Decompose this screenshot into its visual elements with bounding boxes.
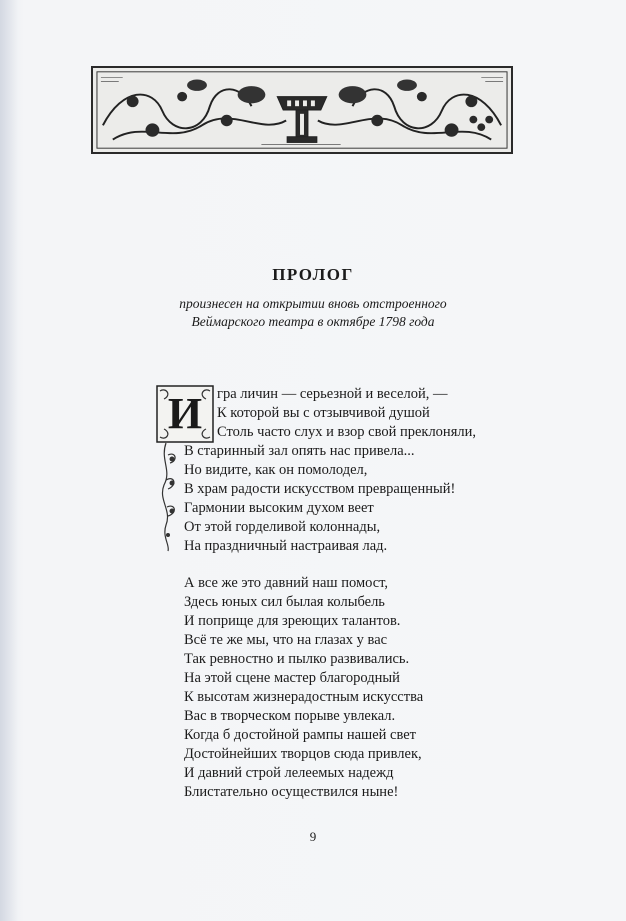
verse-line: И поприще для зреющих талантов. xyxy=(184,613,401,629)
page-number: 9 xyxy=(309,829,317,844)
headpiece-engraving xyxy=(93,68,511,152)
verse-line: Гармонии высоким духом веет xyxy=(184,500,374,516)
verse-line: гра личин — серьезной и веселой, — xyxy=(217,386,448,402)
verse-line: К которой вы с отзывчивой душой xyxy=(217,405,430,421)
ornamental-headpiece xyxy=(91,66,513,154)
verse-line: Здесь юных сил былая колыбель xyxy=(184,594,385,610)
verse-line: Когда б достойной рампы нашей свет xyxy=(184,727,416,743)
poem-subtitle-line-1: произнесен на открытии вновь отстроенного xyxy=(179,296,447,311)
poem-subtitle-line-2: Веймарского театра в октябре 1798 года xyxy=(191,314,435,329)
spine-shadow xyxy=(0,0,18,921)
drop-cap-letter: И xyxy=(167,389,203,438)
verse-line: Всё те же мы, что на глазах у вас xyxy=(184,632,388,648)
verse-line: Вас в творческом порыве увлекал. xyxy=(184,708,396,724)
verse-line: Блистательно осуществился ныне! xyxy=(184,784,399,800)
verse-line: От этой горделивой колоннады, xyxy=(184,519,381,535)
verse-line: К высотам жизнерадостным искусства xyxy=(184,689,424,705)
verse-line: На праздничный настраивая лад. xyxy=(184,538,388,554)
verse-line: Столь часто слух и взор свой преклоняли, xyxy=(217,424,476,440)
verse-line: В храм радости искусством превращенный! xyxy=(184,481,456,497)
verse-line: Достойнейших творцов сюда привлек, xyxy=(184,746,422,762)
verse-line: А все же это давний наш помост, xyxy=(184,575,389,591)
poem-title: ПРОЛОГ xyxy=(272,265,354,284)
verse-line: И давний строй лелеемых надежд xyxy=(184,765,394,781)
verse-line: Так ревностно и пылко развивались. xyxy=(184,651,410,667)
verse-line: Но видите, как он помолодел, xyxy=(184,462,368,478)
verse-line: На этой сцене мастер благородный xyxy=(184,670,400,686)
verse-line: В старинный зал опять нас привела... xyxy=(184,443,415,459)
